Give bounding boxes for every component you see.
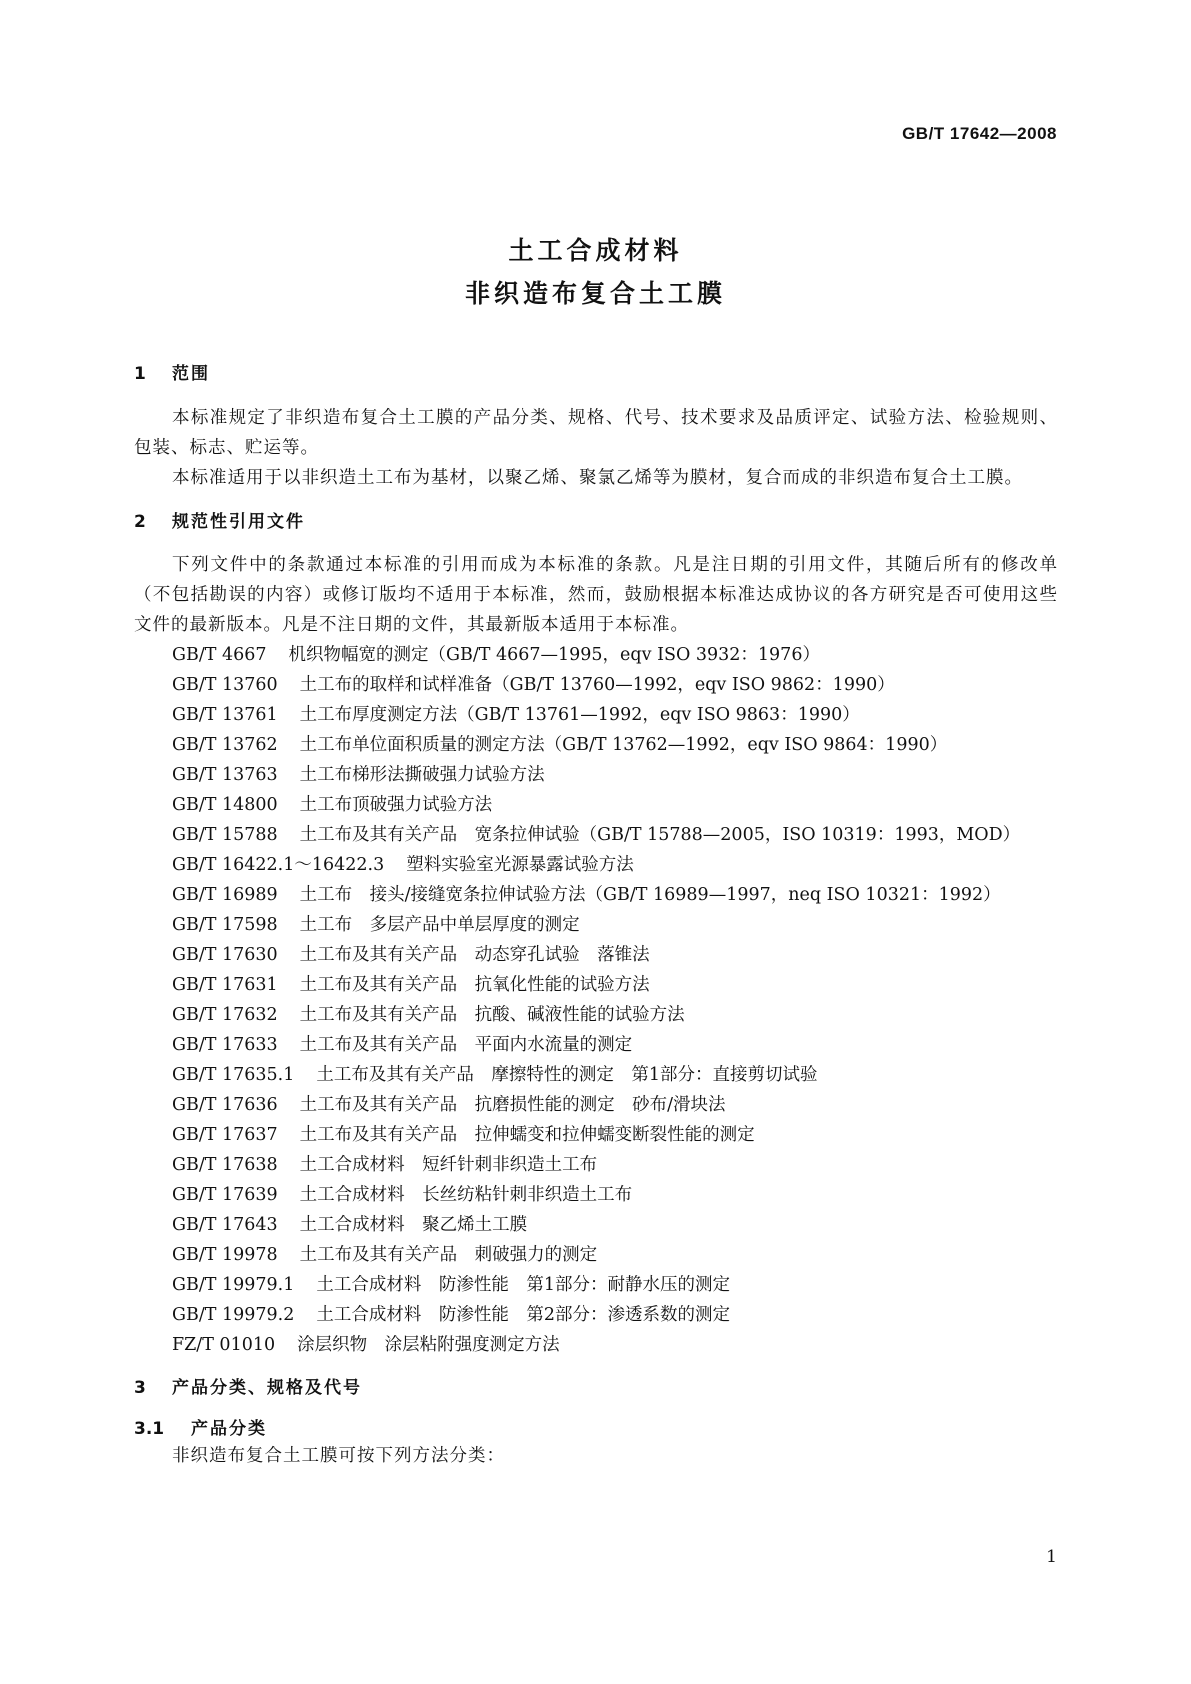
reference-title: 土工布及其有关产品 拉伸蠕变和拉伸蠕变断裂性能的测定 [299,1125,755,1145]
reference-item [134,970,1058,1000]
reference-title: 塑料实验室光源暴露试验方法 [406,855,634,875]
scope-paragraph-2: 本标准适用于以非织造土工布为基材，以聚乙烯、聚氯乙烯等为膜材，复合而成的非织造布复合土工膜。 [172,468,1023,488]
document-title-line1: 土工合成材料 [508,236,683,265]
reference-item [134,1090,1058,1120]
reference-title: 机织物幅宽的测定（GB/T 4667—1995，eqv ISO 3932：1976） [288,645,820,665]
reference-item [134,760,1058,790]
reference-code: GB/T 17636 [172,1095,278,1115]
subsection-3-1-heading [134,1417,1058,1441]
section-2-heading [134,510,1058,534]
reference-item [134,1060,1058,1090]
reference-item [134,1270,1058,1300]
reference-code: GB/T 17635.1 [172,1065,295,1085]
reference-title: 土工合成材料 防渗性能 第1部分：耐静水压的测定 [316,1275,730,1295]
section-title: 产品分类、规格及代号 [172,1378,362,1398]
reference-code: GB/T 17632 [172,1005,278,1025]
reference-title: 土工合成材料 短纤针刺非织造土工布 [299,1155,598,1175]
reference-code: GB/T 16989 [172,885,278,905]
reference-item [134,700,1058,730]
reference-item [134,670,1058,700]
reference-code: GB/T 16422.1～16422.3 [172,855,385,875]
reference-title: 土工布及其有关产品 平面内水流量的测定 [299,1035,633,1055]
reference-title: 土工合成材料 聚乙烯土工膜 [299,1215,528,1235]
reference-code: GB/T 14800 [172,795,278,815]
reference-code: GB/T 15788 [172,825,278,845]
reference-code: GB/T 17631 [172,975,278,995]
reference-code: GB/T 17643 [172,1215,278,1235]
reference-title: 土工布及其有关产品 抗酸、碱液性能的试验方法 [299,1005,685,1025]
reference-title: 土工布及其有关产品 动态穿孔试验 落锥法 [299,945,650,965]
reference-title: 土工布厚度测定方法（GB/T 13761—1992，eqv ISO 9863：1990） [299,705,860,725]
reference-code: FZ/T 01010 [172,1335,276,1355]
scope-paragraph-1: 本标准规定了非织造布复合土工膜的产品分类、规格、代号、技术要求及品质评定、试验方法、检验规则、包装、标志、贮运等。 [134,408,1058,458]
reference-item [134,1150,1058,1180]
section-title: 范围 [172,364,210,384]
subsection-number: 3.1 [134,1419,165,1439]
reference-code: GB/T 17598 [172,915,278,935]
reference-title: 土工布顶破强力试验方法 [299,795,493,815]
reference-title: 土工布及其有关产品 抗磨损性能的测定 砂布/滑块法 [299,1095,726,1115]
reference-item [134,730,1058,760]
reference-item [134,850,1058,880]
reference-item [134,1300,1058,1330]
reference-title: 土工布及其有关产品 抗氧化性能的试验方法 [299,975,650,995]
reference-code: GB/T 17633 [172,1035,278,1055]
reference-item [134,1240,1058,1270]
reference-code: GB/T 17639 [172,1185,278,1205]
reference-title: 土工布梯形法撕破强力试验方法 [299,765,545,785]
reference-code: GB/T 13760 [172,675,278,695]
section-number: 3 [134,1378,146,1398]
section-number: 1 [134,364,146,384]
reference-title: 土工合成材料 防渗性能 第2部分：渗透系数的测定 [316,1305,730,1325]
reference-code: GB/T 13762 [172,735,278,755]
normative-reference-list [134,640,1058,1360]
reference-code: GB/T 4667 [172,645,267,665]
reference-title: 土工布 多层产品中单层厚度的测定 [299,915,580,935]
reference-title: 土工布 接头/接缝宽条拉伸试验方法（GB/T 16989—1997，neq ISO 10321：1992） [299,885,1001,905]
reference-item [134,940,1058,970]
reference-code: GB/T 13761 [172,705,278,725]
section-number: 2 [134,512,146,532]
reference-item [134,1210,1058,1240]
reference-title: 土工布单位面积质量的测定方法（GB/T 13762—1992，eqv ISO 9864：1990） [299,735,948,755]
reference-code: GB/T 17638 [172,1155,278,1175]
section-title: 规范性引用文件 [172,512,305,532]
reference-item [134,1000,1058,1030]
reference-code: GB/T 17637 [172,1125,278,1145]
reference-code: GB/T 13763 [172,765,278,785]
page-number: 1 [1046,1547,1057,1567]
reference-item [134,640,1058,670]
reference-code: GB/T 19979.2 [172,1305,295,1325]
reference-item [134,1330,1058,1360]
reference-title: 土工布及其有关产品 刺破强力的测定 [299,1245,598,1265]
document-body [134,362,1058,1471]
reference-item [134,1120,1058,1150]
reference-item [134,820,1058,850]
reference-code: GB/T 19979.1 [172,1275,295,1295]
reference-title: 土工布及其有关产品 宽条拉伸试验（GB/T 15788—2005，ISO 10319：1993，MOD） [299,825,1021,845]
reference-item [134,910,1058,940]
reference-title: 土工布的取样和试样准备（GB/T 13760—1992，eqv ISO 9862：1990） [299,675,895,695]
references-intro: 下列文件中的条款通过本标准的引用而成为本标准的条款。凡是注日期的引用文件，其随后所有的修改单（不包括勘误的内容）或修订版均不适用于本标准，然而，鼓励根据本标准达成协议的各方研究是否可使用这些文件的最新版本。凡是不注日期的文件，其最新版本适用于本标准。 [134,555,1058,635]
classification-paragraph: 非织造布复合土工膜可按下列方法分类： [172,1446,505,1466]
section-1-heading [134,362,1058,386]
document-title-line2: 非织造布复合土工膜 [464,279,726,308]
reference-title: 土工合成材料 长丝纺粘针刺非织造土工布 [299,1185,633,1205]
reference-title: 涂层织物 涂层粘附强度测定方法 [297,1335,560,1355]
reference-item [134,790,1058,820]
standard-number: GB/T 17642—2008 [902,124,1057,143]
reference-title: 土工布及其有关产品 摩擦特性的测定 第1部分：直接剪切试验 [316,1065,818,1085]
section-3-heading [134,1376,1058,1400]
subsection-title: 产品分类 [191,1419,267,1439]
reference-item [134,880,1058,910]
reference-item [134,1180,1058,1210]
reference-item [134,1030,1058,1060]
reference-code: GB/T 19978 [172,1245,278,1265]
reference-code: GB/T 17630 [172,945,278,965]
